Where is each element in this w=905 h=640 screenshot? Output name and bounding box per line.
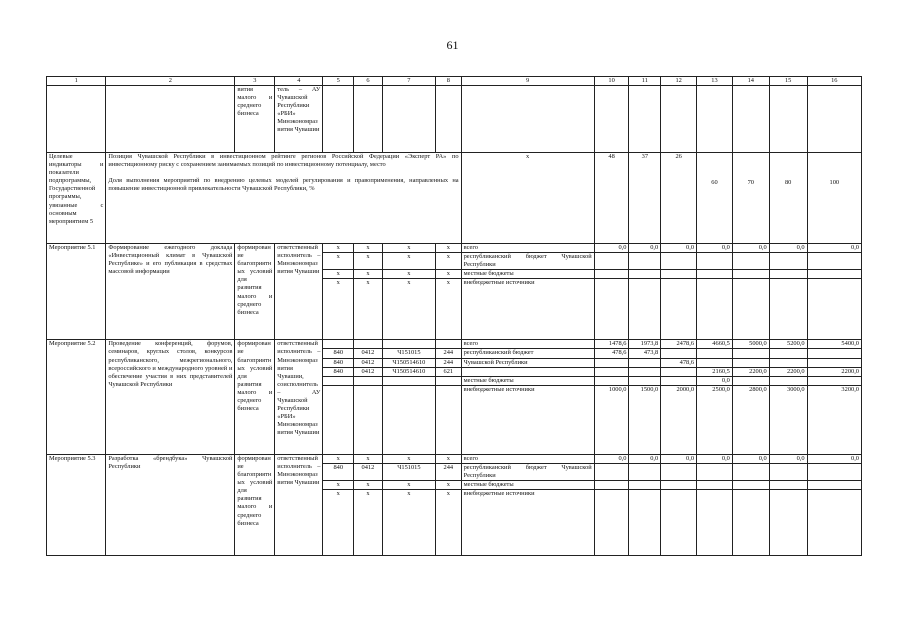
funding-value: 0,0: [594, 244, 629, 253]
continuation-row: [47, 86, 862, 153]
table-cell: 100: [807, 177, 861, 244]
funding-source: местные бюджеты: [461, 270, 594, 279]
funding-value: [697, 481, 733, 490]
funding-value: 2200,0: [732, 367, 769, 376]
header-row: [47, 77, 862, 86]
table-cell: 37: [629, 153, 661, 178]
table-cell: 244: [436, 358, 462, 367]
funding-value: [661, 253, 697, 270]
table-cell: [436, 385, 462, 454]
funding-value: [732, 279, 769, 340]
table-cell: x: [382, 253, 435, 270]
table-cell: [661, 86, 697, 153]
table-cell: x: [354, 244, 383, 253]
table-cell: [47, 86, 106, 153]
funding-value: [661, 481, 697, 490]
funding-value: 473,8: [629, 349, 661, 358]
table-cell: x: [461, 153, 594, 178]
table-cell: x: [382, 490, 435, 556]
funding-value: 0,0: [661, 454, 697, 463]
funding-value: [661, 270, 697, 279]
measure-goal: формирование благоприятных условий для развития малого и среднего бизнеса: [235, 244, 275, 340]
table-cell: [323, 385, 354, 454]
funding-value: 1000,0: [594, 385, 629, 454]
table-cell: [323, 376, 354, 385]
funding-value: 0,0: [629, 244, 661, 253]
table-cell: x: [436, 270, 462, 279]
table-cell: [629, 177, 661, 244]
funding-value: [807, 376, 861, 385]
funding-value: [629, 253, 661, 270]
table-cell: 840: [323, 349, 354, 358]
funding-value: 0,0: [629, 454, 661, 463]
column-header: 14: [732, 77, 769, 86]
funding-value: [594, 490, 629, 556]
table-cell: 244: [436, 349, 462, 358]
table-cell: 0412: [354, 367, 383, 376]
funding-value: 2200,0: [807, 367, 861, 376]
funding-source: Чувашской Республики: [461, 358, 594, 367]
table-cell: 70: [732, 177, 769, 244]
funding-value: 0,0: [807, 244, 861, 253]
table-cell: x: [436, 244, 462, 253]
table-cell: x: [323, 279, 354, 340]
funding-value: [661, 367, 697, 376]
table-cell: x: [436, 490, 462, 556]
funding-value: [629, 358, 661, 367]
funding-value: 478,6: [594, 349, 629, 358]
column-header: 10: [594, 77, 629, 86]
table-cell: [732, 86, 769, 153]
funding-value: [807, 349, 861, 358]
funding-value: [629, 463, 661, 480]
funding-value: [594, 376, 629, 385]
table-cell: x: [354, 279, 383, 340]
measure-goal: формирование благоприятных условий для развития малого и среднего бизнеса: [235, 340, 275, 454]
funding-source: местные бюджеты: [461, 376, 594, 385]
table-cell: [661, 177, 697, 244]
funding-value: [629, 481, 661, 490]
measure-name: Проведение конференций, форумов, семинаров, круглых столов, конкурсов республиканского, межрегионального, всероссийского и международного уровней и обеспечение участия в них представителей Чувашской Республики: [106, 340, 235, 454]
funding-value: [732, 463, 769, 480]
table-cell: Ч150514610: [382, 358, 435, 367]
funding-value: 0,0: [661, 244, 697, 253]
measure-name: Разработка «брендбука» Чувашской Республики: [106, 454, 235, 555]
column-header: 1: [47, 77, 106, 86]
funding-value: [769, 279, 807, 340]
funding-value: [594, 253, 629, 270]
table-cell: x: [382, 454, 435, 463]
table-cell: [697, 86, 733, 153]
funding-value: [594, 481, 629, 490]
funding-value: [732, 349, 769, 358]
table-cell: Ч150514610: [382, 367, 435, 376]
table-cell: тель – АУ Чувашской Республики «РБИ» Минэкономразвития Чувашии: [275, 86, 323, 153]
funding-value: [594, 279, 629, 340]
funding-value: [697, 349, 733, 358]
table-cell: [354, 385, 383, 454]
funding-value: [807, 358, 861, 367]
funding-value: [807, 490, 861, 556]
table-cell: 0412: [354, 358, 383, 367]
funding-value: [807, 481, 861, 490]
table-cell: 60: [697, 177, 733, 244]
column-header: 3: [235, 77, 275, 86]
funding-source: всего: [461, 244, 594, 253]
funding-value: 0,0: [769, 244, 807, 253]
funding-value: [697, 358, 733, 367]
funding-value: 2478,6: [661, 340, 697, 349]
measure-label: Мероприятие 5.3: [47, 454, 106, 555]
funding-value: 0,0: [697, 244, 733, 253]
table-cell: [436, 86, 462, 153]
funding-value: [697, 463, 733, 480]
table-cell: [354, 340, 383, 349]
funding-source: республиканский бюджет: [461, 349, 594, 358]
funding-source: внебюджетные источники: [461, 385, 594, 454]
table-cell: x: [323, 481, 354, 490]
table-cell: 840: [323, 463, 354, 480]
funding-value: [807, 253, 861, 270]
funding-value: [732, 270, 769, 279]
target-indicators-row: [47, 153, 862, 178]
measure-executor: ответственный исполнитель – Минэкономразвития Чувашии, соисполнитель – АУ Чувашской Республики «РБИ» Минэкономразвития Чувашии: [275, 340, 323, 454]
column-header: 8: [436, 77, 462, 86]
funding-value: 0,0: [807, 454, 861, 463]
table-cell: [436, 376, 462, 385]
funding-value: [769, 349, 807, 358]
funding-value: [594, 358, 629, 367]
funding-value: 0,0: [594, 454, 629, 463]
funding-value: 3200,0: [807, 385, 861, 454]
table-cell: 80: [769, 177, 807, 244]
table-cell: x: [382, 270, 435, 279]
table-cell: [769, 153, 807, 178]
table-cell: [382, 376, 435, 385]
funding-value: 5000,0: [732, 340, 769, 349]
table-cell: x: [354, 454, 383, 463]
table-cell: x: [323, 490, 354, 556]
table-cell: 0412: [354, 463, 383, 480]
funding-source: внебюджетные источники: [461, 279, 594, 340]
funding-value: [732, 490, 769, 556]
table-cell: [807, 86, 861, 153]
column-header: 9: [461, 77, 594, 86]
table-cell: x: [354, 490, 383, 556]
table-cell: [382, 340, 435, 349]
table-cell: [106, 86, 235, 153]
funding-value: [594, 367, 629, 376]
table-cell: x: [354, 270, 383, 279]
table-cell: x: [436, 481, 462, 490]
table-cell: x: [436, 454, 462, 463]
funding-value: [807, 279, 861, 340]
funding-source: республиканский бюджет Чувашской Республики: [461, 253, 594, 270]
table-cell: 48: [594, 153, 629, 178]
table-cell: Ч151015: [382, 349, 435, 358]
funding-value: [661, 490, 697, 556]
funding-value: [594, 270, 629, 279]
table-cell: x: [323, 253, 354, 270]
measure-label: Мероприятие 5.2: [47, 340, 106, 454]
target-label: Целевые индикаторы и показатели подпрограммы, Государственной программы, увязанные с основным мероприятием 5: [47, 153, 106, 244]
table-cell: [807, 153, 861, 178]
funding-value: [807, 463, 861, 480]
funding-value: [697, 270, 733, 279]
measure-name: Формирование ежегодного доклада «Инвестиционный климат в Чувашской Республике» и его публикация в средствах массовой информации: [106, 244, 235, 340]
measure-executor: ответственный исполнитель – Минэкономразвития Чувашии: [275, 454, 323, 555]
table-cell: x: [323, 270, 354, 279]
funding-source: всего: [461, 454, 594, 463]
funding-value: [732, 376, 769, 385]
column-header: 2: [106, 77, 235, 86]
funding-value: 0,0: [732, 454, 769, 463]
measure-goal: формирование благоприятных условий для развития малого и среднего бизнеса: [235, 454, 275, 555]
table-cell: 0412: [354, 349, 383, 358]
table-cell: [354, 376, 383, 385]
funding-value: [769, 376, 807, 385]
funding-value: 1973,8: [629, 340, 661, 349]
funding-value: 5400,0: [807, 340, 861, 349]
table-cell: x: [382, 481, 435, 490]
column-header: 11: [629, 77, 661, 86]
funding-value: [594, 463, 629, 480]
page-number: 61: [446, 38, 459, 52]
funding-value: [629, 490, 661, 556]
table-cell: x: [354, 253, 383, 270]
column-header: 15: [769, 77, 807, 86]
funding-value: 0,0: [697, 376, 733, 385]
funding-value: [769, 463, 807, 480]
column-header: 6: [354, 77, 383, 86]
table-cell: Ч151015: [382, 463, 435, 480]
table-cell: 26: [661, 153, 697, 178]
funding-value: [807, 270, 861, 279]
table-cell: x: [436, 279, 462, 340]
funding-value: 1500,0: [629, 385, 661, 454]
table-cell: [323, 86, 354, 153]
funding-value: 2200,0: [769, 367, 807, 376]
indicator-1-text: Позиция Чувашской Республики в инвестиционном рейтинге регионов Российской Федерации «Эксперт РА» по инвестиционному риску с сохранением занимаемых позиций по инвестиционному потенциалу, место: [106, 153, 461, 178]
table-cell: [461, 177, 594, 244]
funding-value: [697, 279, 733, 340]
table-cell: 840: [323, 367, 354, 376]
m53-row: [47, 454, 862, 463]
column-header: 4: [275, 77, 323, 86]
column-header: 12: [661, 77, 697, 86]
table-cell: x: [354, 481, 383, 490]
funding-value: 3000,0: [769, 385, 807, 454]
funding-value: 5200,0: [769, 340, 807, 349]
table-cell: x: [323, 244, 354, 253]
funding-value: 2000,0: [661, 385, 697, 454]
column-header: 7: [382, 77, 435, 86]
table-cell: [436, 340, 462, 349]
m51-row: [47, 244, 862, 253]
table-cell: вития малого и среднего бизнеса: [235, 86, 275, 153]
m52-row: [47, 340, 862, 349]
funding-value: [661, 463, 697, 480]
table-cell: [382, 86, 435, 153]
funding-value: [769, 253, 807, 270]
table-cell: x: [382, 279, 435, 340]
measure-executor: ответственный исполнитель – Минэкономразвития Чувашии: [275, 244, 323, 340]
table-cell: [323, 340, 354, 349]
funding-value: 478,6: [661, 358, 697, 367]
target-indicators-row-2: [47, 177, 862, 244]
table-cell: [382, 385, 435, 454]
funding-value: 0,0: [697, 454, 733, 463]
funding-value: 0,0: [732, 244, 769, 253]
funding-value: [629, 367, 661, 376]
funding-value: [769, 270, 807, 279]
funding-source: республиканский бюджет Чувашской Республики: [461, 463, 594, 480]
funding-value: [697, 253, 733, 270]
table-cell: [769, 86, 807, 153]
funding-value: 4660,5: [697, 340, 733, 349]
column-header: 16: [807, 77, 861, 86]
funding-value: 2160,5: [697, 367, 733, 376]
funding-value: [629, 270, 661, 279]
table-cell: [629, 86, 661, 153]
funding-value: [629, 376, 661, 385]
table-cell: 840: [323, 358, 354, 367]
funding-value: [732, 481, 769, 490]
table-cell: [594, 177, 629, 244]
funding-source: всего: [461, 340, 594, 349]
indicator-2-text: Доля выполнения мероприятий по внедрению целевых моделей регулирования и правоприменения, направленных на повышение инвестиционной привлекательности Чувашской Республики, %: [106, 177, 461, 244]
funding-value: [732, 358, 769, 367]
column-header: 13: [697, 77, 733, 86]
table-cell: [354, 86, 383, 153]
funding-value: [769, 358, 807, 367]
funding-value: 1478,6: [594, 340, 629, 349]
funding-source: местные бюджеты: [461, 481, 594, 490]
table-cell: x: [382, 244, 435, 253]
funding-value: 2500,0: [697, 385, 733, 454]
table-cell: [461, 86, 594, 153]
table-cell: [594, 86, 629, 153]
funding-value: [661, 349, 697, 358]
table-cell: [697, 153, 733, 178]
funding-value: [697, 490, 733, 556]
column-header: 5: [323, 77, 354, 86]
funding-value: [732, 253, 769, 270]
funding-source: внебюджетные источники: [461, 490, 594, 556]
program-table: [46, 76, 862, 556]
table-cell: x: [323, 454, 354, 463]
table-cell: [732, 153, 769, 178]
funding-value: [661, 279, 697, 340]
funding-value: [629, 279, 661, 340]
measure-label: Мероприятие 5.1: [47, 244, 106, 340]
table-cell: 244: [436, 463, 462, 480]
funding-value: 2800,0: [732, 385, 769, 454]
funding-value: [769, 481, 807, 490]
funding-value: [661, 376, 697, 385]
funding-value: 0,0: [769, 454, 807, 463]
funding-source: [461, 367, 594, 376]
funding-value: [769, 490, 807, 556]
table-cell: 621: [436, 367, 462, 376]
table-cell: x: [436, 253, 462, 270]
